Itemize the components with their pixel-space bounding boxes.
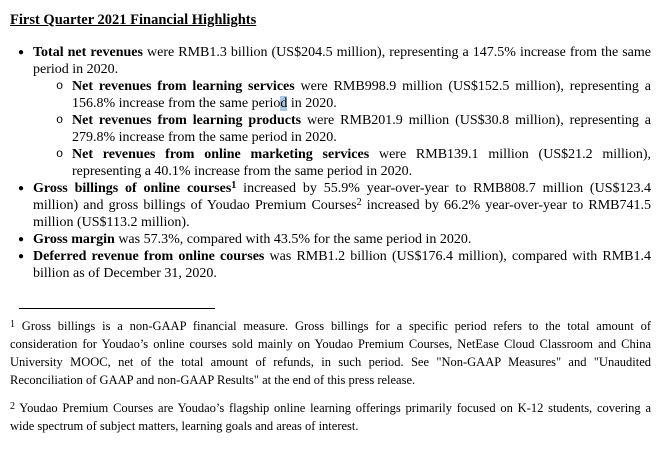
list-item <box>10 180 651 231</box>
circle-bullet-icon: o <box>56 113 64 127</box>
footnote: $^2$ Youdao Premium Courses are Youdao’s flagship online learning offerings primarily focused on K-12 students, covering a wide spectrum of subject matters, learning goals and areas of interest. <box>10 401 651 433</box>
circle-bullet-icon: o <box>56 147 64 161</box>
list-item <box>10 146 651 180</box>
list-item-text: Net revenues from learning services were RMB998.9 million (US$152.5 million), representing a 156.8% increase from the same period in 2020. <box>72 79 651 111</box>
footnote: $^1$ Gross billings is a non-GAAP financial measure. Gross billings for a specific period refers to the total amount of consideration for Youdao’s online courses sold mainly on Youdao Premium Courses, NetEase Cloud Classroom and China University MOOC, net of the total amount of refunds, in such period. See "Non-GAAP Measures" and "Unaudited Reconciliation of GAAP and non-GAAP Results" at the end of this press release. <box>10 319 651 387</box>
circle-bullet-icon: o <box>56 79 64 93</box>
list-item-text: Total net revenues were RMB1.3 billion (US$204.5 million), representing a 147.5% increase from the same period in 2020. <box>33 45 651 77</box>
selection-highlight: d <box>280 96 288 111</box>
list-item-text: Net revenues from learning products were RMB201.9 million (US$30.8 million), representing a 279.8% increase from the same period in 2020. <box>72 113 651 145</box>
list-item <box>10 112 651 146</box>
footnote-separator <box>19 308 215 309</box>
list-item <box>10 78 651 112</box>
filled-bullet-icon: ● <box>18 251 25 262</box>
financial-highlights-list <box>10 44 651 282</box>
footnotes-section <box>10 317 651 435</box>
filled-bullet-icon: ● <box>18 183 25 194</box>
filled-bullet-icon: ● <box>18 234 25 245</box>
page-title: First Quarter 2021 Financial Highlights <box>10 12 257 28</box>
list-item <box>10 248 651 282</box>
list-item-text: Net revenues from online marketing services were RMB139.1 million (US$21.2 million), representing a 40.1% increase from the same period in 2020. <box>72 147 651 179</box>
list-item-text: Gross margin was 57.3%, compared with 43.5% for the same period in 2020. <box>33 232 472 247</box>
list-item-text: Gross billings of online courses$^1$ increased by 55.9% year-over-year to RMB808.7 million (US$123.4 million) and gross billings of Youdao Premium Courses$^2$ increased by 66.2% year-over-year to RMB741.5 million (US$113.2 million). <box>33 180 651 230</box>
filled-bullet-icon: ● <box>18 47 25 58</box>
list-item <box>10 231 651 248</box>
list-item-text: Deferred revenue from online courses was RMB1.2 billion (US$176.4 million), compared with RMB1.4 billion as of December 31, 2020. <box>33 249 651 281</box>
list-item <box>10 44 651 78</box>
